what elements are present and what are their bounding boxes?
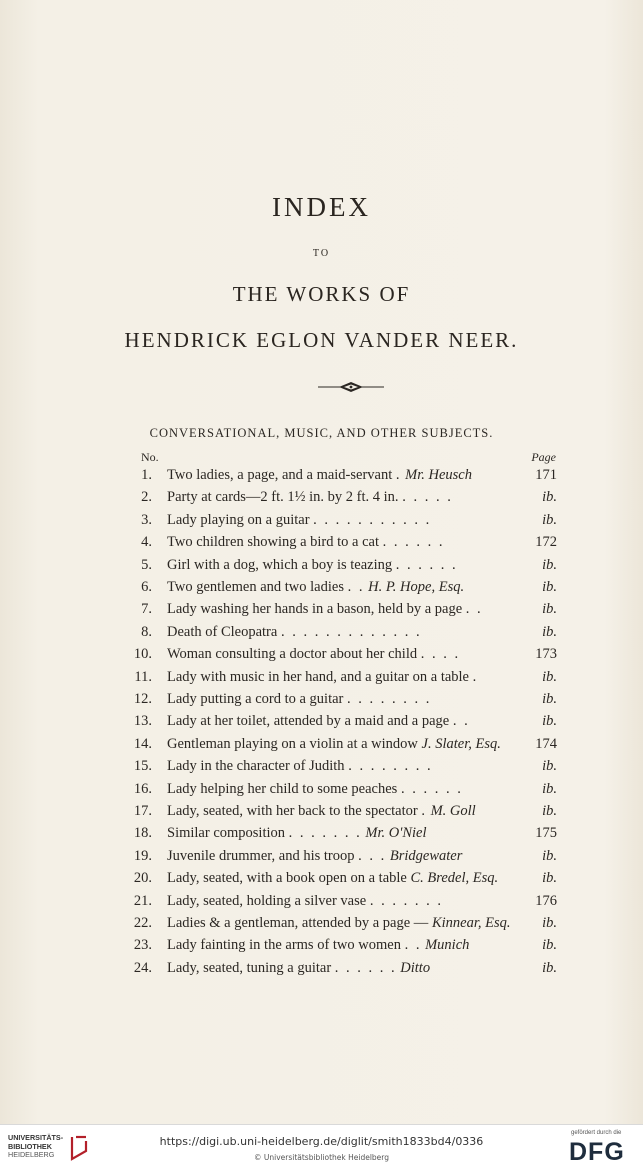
- section-heading: CONVERSATIONAL, MUSIC, AND OTHER SUBJECTS.: [149, 426, 494, 440]
- entry-text: Gentleman playing on a violin at a window: [167, 735, 418, 752]
- entry-text: Juvenile drummer, and his troop: [167, 847, 355, 864]
- library-name-line3: HEIDELBERG: [8, 1150, 55, 1159]
- entry-number: 23.: [133, 937, 152, 954]
- entry-page: ib.: [542, 623, 557, 640]
- entry-text: Lady, seated, tuning a guitar: [167, 959, 332, 976]
- entry-title: [167, 688, 431, 710]
- entry-text: Lady with music in her hand, and a guitar on a table: [167, 668, 469, 685]
- leader-dots: .: [395, 467, 402, 483]
- index-entry: [0, 778, 643, 800]
- leader-dots: . .: [347, 579, 365, 595]
- leader-dots: . . . . .: [402, 489, 453, 506]
- entry-number: 17.: [133, 803, 152, 819]
- entry-title: [167, 486, 453, 508]
- entry-page: 176: [535, 892, 557, 909]
- index-entry: [0, 845, 643, 867]
- entry-number: 10.: [133, 646, 152, 663]
- entry-page: ib.: [542, 668, 557, 685]
- entry-page: ib.: [542, 915, 557, 931]
- works-of-heading: THE WORKS OF: [232, 282, 411, 306]
- index-entry: [0, 531, 643, 553]
- entry-number: 3.: [141, 511, 152, 528]
- entry-title: [167, 755, 433, 777]
- entry-title: [167, 778, 463, 800]
- entry-title: [167, 576, 464, 598]
- library-name-line2: BIBLIOTHEK: [8, 1141, 52, 1151]
- entry-page: ib.: [542, 691, 557, 707]
- entry-owner: J. Slater, Esq.: [421, 735, 501, 752]
- entry-number: 24.: [133, 959, 152, 976]
- index-entry: [0, 554, 643, 576]
- funding-label: gefördert durch die: [571, 1130, 622, 1136]
- entry-text: Ladies & a gentleman, attended by a page —: [167, 915, 429, 931]
- column-number-label: No.: [141, 450, 159, 464]
- index-heading: INDEX: [272, 192, 371, 222]
- entry-text: Lady helping her child to some peaches: [167, 780, 398, 797]
- entry-number: 12.: [133, 691, 152, 707]
- entry-title: [167, 800, 476, 822]
- entry-title: [167, 822, 427, 844]
- entry-title: [167, 509, 431, 531]
- entry-page: ib.: [542, 937, 557, 954]
- leader-dots: . . . . . . .: [288, 825, 362, 842]
- leader-dots: . . . . . . . . . . .: [313, 511, 432, 528]
- column-page-label: Page: [531, 450, 556, 464]
- entry-number: 13.: [133, 713, 152, 730]
- entry-owner: Ditto: [400, 959, 431, 976]
- entry-text: Similar composition: [167, 825, 286, 842]
- entry-number: 8.: [141, 623, 152, 640]
- entry-page: 172: [535, 534, 557, 551]
- ornament-divider-icon: [318, 380, 384, 394]
- entry-title: [167, 890, 443, 912]
- leader-dots: . . . .: [420, 646, 461, 663]
- leader-dots: . . . . . .: [334, 959, 397, 976]
- entry-page: ib.: [542, 489, 557, 506]
- entry-title: [167, 957, 430, 979]
- entry-owner: Bridgewater: [389, 847, 463, 864]
- leader-dots: . . . . . .: [395, 556, 458, 573]
- entry-title: [167, 531, 445, 553]
- index-entry: [0, 509, 643, 531]
- index-entry: [0, 912, 643, 934]
- entry-text: Woman consulting a doctor about her child: [167, 646, 418, 663]
- entry-page: ib.: [542, 511, 557, 528]
- entry-text: Two children showing a bird to a cat: [167, 534, 379, 551]
- index-entry: [0, 957, 643, 979]
- index-entry: [0, 598, 643, 620]
- leader-dots: . .: [465, 601, 483, 618]
- leader-dots: . . . . . . . .: [347, 691, 432, 707]
- entry-number: 7.: [141, 601, 152, 618]
- entry-text: Lady in the character of Judith: [167, 758, 345, 775]
- entry-number: 11.: [134, 668, 152, 685]
- entry-number: 15.: [133, 758, 152, 775]
- index-entry: [0, 890, 643, 912]
- entry-title: [167, 666, 478, 688]
- entry-number: 19.: [133, 847, 152, 864]
- entry-title: [167, 464, 472, 486]
- entry-title: [167, 710, 470, 732]
- index-entry: [0, 733, 643, 755]
- leader-dots: .: [472, 668, 479, 685]
- dfg-logo[interactable]: DFG: [569, 1138, 625, 1166]
- entry-page: ib.: [542, 803, 557, 819]
- entry-owner: Munich: [425, 937, 470, 954]
- entry-title: [167, 643, 460, 665]
- entry-page: 173: [535, 646, 557, 663]
- index-entry: [0, 576, 643, 598]
- entry-page: ib.: [542, 847, 557, 864]
- entry-title: [167, 554, 458, 576]
- entry-text: Lady playing on a guitar: [167, 511, 310, 528]
- entry-text: Two gentlemen and two ladies: [167, 579, 344, 595]
- index-entry: [0, 710, 643, 732]
- entry-number: 22.: [133, 915, 152, 931]
- entry-owner: C. Bredel, Esq.: [410, 870, 499, 887]
- entry-page: ib.: [542, 758, 557, 775]
- leader-dots: . . . . . .: [400, 780, 463, 797]
- leader-dots: . . . . . . .: [369, 892, 443, 909]
- entry-page: ib.: [542, 780, 557, 797]
- entry-page: ib.: [542, 959, 557, 976]
- leader-dots: . .: [452, 713, 470, 730]
- entry-text: Party at cards—2 ft. 1½ in. by 2 ft. 4 in.: [167, 489, 399, 506]
- index-entry: [0, 867, 643, 889]
- entry-text: Lady, seated, with a book open on a table: [167, 870, 407, 887]
- entry-number: 5.: [141, 556, 152, 573]
- entry-text: Lady putting a cord to a guitar: [167, 691, 344, 707]
- leader-dots: . .: [404, 937, 422, 954]
- index-entry: [0, 688, 643, 710]
- library-name-line1: UNIVERSITÄTS-: [8, 1133, 64, 1142]
- entry-title: [167, 598, 483, 620]
- entry-number: 6.: [141, 579, 152, 595]
- entry-title: [167, 621, 422, 643]
- viewer-footer: [0, 1124, 643, 1171]
- entry-page: ib.: [542, 579, 557, 595]
- entry-title: [167, 733, 501, 755]
- index-entry: [0, 621, 643, 643]
- entry-page: 174: [535, 735, 557, 752]
- entry-owner: M. Goll: [430, 803, 476, 819]
- entry-page: 171: [535, 467, 557, 483]
- leader-dots: . . . . . .: [382, 534, 445, 551]
- artist-name-heading: HENDRICK EGLON VANDER NEER.: [124, 328, 519, 352]
- leader-dots: .: [421, 803, 427, 819]
- entry-number: 1.: [141, 467, 152, 483]
- leader-dots: . . . . . . . .: [348, 758, 433, 775]
- copyright-notice: © Universitätsbibliothek Heidelberg: [253, 1153, 389, 1162]
- entry-number: 14.: [133, 735, 152, 752]
- entry-owner: Mr. O'Niel: [365, 825, 427, 842]
- entry-number: 4.: [141, 534, 152, 551]
- entry-title: [167, 912, 510, 934]
- entry-page: ib.: [542, 713, 557, 730]
- entry-owner: Kinnear, Esq.: [431, 915, 511, 931]
- index-entry: [0, 464, 643, 486]
- to-heading: TO: [312, 248, 331, 259]
- index-entry: [0, 800, 643, 822]
- entry-text: Lady at her toilet, attended by a maid and a page: [167, 713, 450, 730]
- entry-text: Lady, seated, holding a silver vase: [167, 892, 367, 909]
- entry-title: [167, 867, 498, 889]
- entry-page: ib.: [542, 601, 557, 618]
- entry-number: 21.: [133, 892, 152, 909]
- entry-text: Lady, seated, with her back to the spectator: [167, 803, 418, 819]
- entry-page: ib.: [542, 870, 557, 887]
- entry-number: 16.: [133, 780, 152, 797]
- entry-owner: Mr. Heusch: [405, 467, 472, 483]
- index-entry: [0, 934, 643, 956]
- entry-page: 175: [535, 825, 557, 842]
- entry-title: [167, 934, 469, 956]
- entry-number: 20.: [133, 870, 152, 887]
- leader-dots: . . .: [358, 847, 387, 864]
- entry-text: Two ladies, a page, and a maid-servant: [167, 467, 393, 483]
- entry-number: 18.: [133, 825, 152, 842]
- entry-text: Lady washing her hands in a bason, held by a page: [167, 601, 463, 618]
- entry-text: Lady fainting in the arms of two women: [167, 937, 401, 954]
- index-entry: [0, 643, 643, 665]
- entry-number: 2.: [141, 489, 152, 506]
- entry-title: [167, 845, 462, 867]
- leader-dots: . . . . . . . . . . . . .: [280, 623, 422, 640]
- index-entry: [0, 822, 643, 844]
- index-entry: [0, 486, 643, 508]
- index-entry: [0, 755, 643, 777]
- permalink-url[interactable]: https://digi.ub.uni-heidelberg.de/diglit/smith1833bd4/0336: [159, 1135, 484, 1148]
- index-entry: [0, 666, 643, 688]
- entry-text: Girl with a dog, which a boy is teazing: [167, 556, 393, 573]
- entry-text: Death of Cleopatra: [167, 623, 278, 640]
- entry-owner: H. P. Hope, Esq.: [368, 579, 465, 595]
- entry-page: ib.: [542, 556, 557, 573]
